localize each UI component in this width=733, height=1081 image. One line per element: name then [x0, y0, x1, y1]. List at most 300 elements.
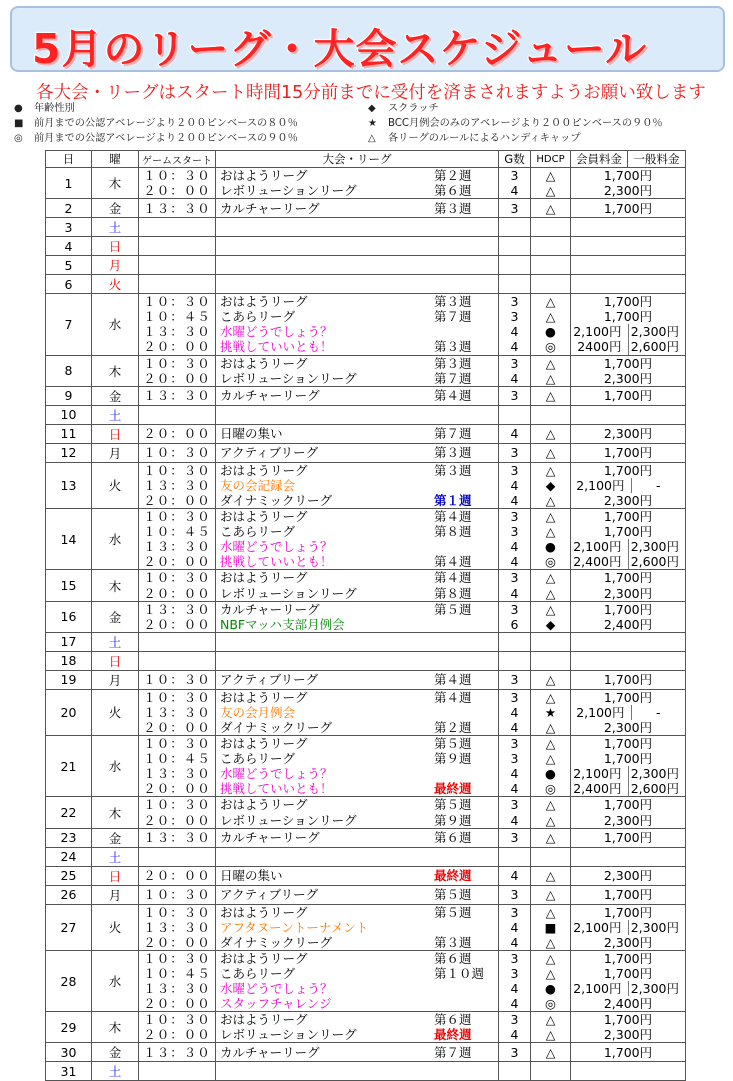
- event-name: おはようリーグ: [220, 950, 308, 966]
- event-entry: [216, 766, 498, 781]
- hdcp-symbol: ★: [544, 704, 557, 720]
- hdcp-symbol: ●: [545, 766, 556, 782]
- games-cell: [499, 275, 531, 294]
- day-cell: 25: [46, 866, 92, 885]
- start-time-cell: [139, 218, 216, 237]
- start-time: １０：３０: [143, 736, 211, 752]
- event-week: 第１週: [434, 492, 472, 508]
- triangle-icon: △: [368, 133, 376, 144]
- fee-line: [571, 294, 685, 309]
- game-count: 3: [510, 445, 519, 461]
- games-cell: [499, 1012, 531, 1043]
- event-entry: [216, 445, 498, 460]
- start-time-cell: [139, 275, 216, 294]
- start-time: ２０：００: [143, 370, 211, 386]
- games-cell: [499, 386, 531, 405]
- hdcp-symbol: ●: [545, 324, 556, 340]
- weekday-cell: 金: [92, 1043, 139, 1062]
- hdcp-symbol: △: [545, 830, 556, 846]
- start-time-cell: [139, 797, 216, 828]
- empty-line: [531, 850, 570, 864]
- fee-cell: [571, 1012, 686, 1043]
- start-time: １０：４５: [143, 966, 211, 981]
- hdcp-symbol: △: [545, 524, 556, 540]
- start-time: １０：３０: [143, 570, 211, 586]
- event-name: ダイナミックリーグ: [220, 719, 333, 735]
- fee-line: [571, 781, 685, 796]
- diamond-icon: ◆: [368, 103, 376, 114]
- start-time-cell: [139, 405, 216, 424]
- event-cell: [216, 355, 499, 386]
- fee-line: [571, 813, 685, 828]
- event-name: ダイナミックリーグ: [220, 934, 333, 950]
- weekday-cell: 月: [92, 885, 139, 904]
- start-time-cell: [139, 199, 216, 218]
- event-cell: [216, 736, 499, 797]
- empty-line: [531, 408, 570, 422]
- event-cell: [216, 797, 499, 828]
- fee-line: [571, 905, 685, 920]
- game-count: 3: [510, 601, 519, 617]
- start-time-cell: [139, 670, 216, 689]
- fee-value: 1,700円: [603, 462, 653, 478]
- fee-value: 2,400円: [603, 996, 653, 1012]
- start-time: ２０：００: [143, 868, 211, 884]
- game-count: 3: [510, 1012, 519, 1028]
- event-week: 第４週: [434, 554, 472, 570]
- event-week: 第４週: [434, 672, 472, 688]
- fee-line: [571, 201, 685, 216]
- start-time: １０：３０: [143, 797, 211, 813]
- empty-line: [571, 277, 685, 291]
- weekday-cell: 月: [92, 670, 139, 689]
- fee-value: 2,300円: [603, 370, 653, 386]
- games-cell: [499, 736, 531, 797]
- fee-value: 1,700円: [603, 570, 653, 586]
- event-cell: [216, 651, 499, 670]
- event-name: おはようリーグ: [220, 689, 308, 705]
- fee-line: [571, 493, 685, 508]
- event-name: アクティブリーグ: [220, 445, 319, 461]
- day-cell: 16: [46, 601, 92, 632]
- empty-line: [531, 258, 570, 272]
- fee-line: [571, 920, 685, 935]
- general-fee: 2,300円: [630, 766, 679, 782]
- start-time: ２０：００: [143, 616, 211, 632]
- start-time-cell: [139, 885, 216, 904]
- game-count: 3: [510, 570, 519, 586]
- table-row: [46, 866, 686, 885]
- games-cell: [499, 828, 531, 847]
- hdcp-symbol: ◎: [545, 339, 556, 355]
- games-cell: [499, 570, 531, 601]
- game-count: 4: [510, 492, 519, 508]
- member-fee: 2400円: [571, 339, 629, 354]
- start-time: ２０：００: [143, 426, 211, 442]
- weekday-cell: 水: [92, 294, 139, 355]
- fee-value: 1,700円: [603, 904, 653, 920]
- games-cell: [499, 509, 531, 570]
- event-cell: [216, 1062, 499, 1081]
- game-count: 4: [510, 426, 519, 442]
- game-count: 4: [510, 812, 519, 828]
- game-count: 3: [510, 168, 519, 183]
- start-time: １０：３０: [143, 445, 211, 461]
- game-count: 3: [510, 887, 519, 903]
- event-week: 第５週: [434, 887, 472, 903]
- start-time-cell: [139, 1062, 216, 1081]
- hdcp-cell: [531, 168, 571, 199]
- fee-line: [571, 951, 685, 966]
- day-cell: 24: [46, 847, 92, 866]
- fee-cell: [571, 1062, 686, 1081]
- fee-cell: [571, 866, 686, 885]
- event-name: ダイナミックリーグ: [220, 492, 333, 508]
- title-banner: [10, 6, 725, 72]
- event-cell: [216, 885, 499, 904]
- event-week: 第３週: [434, 355, 472, 371]
- fee-value: 1,700円: [603, 168, 653, 183]
- square-icon: ■: [14, 118, 24, 129]
- event-entry: [216, 813, 498, 828]
- weekday-cell: 火: [92, 275, 139, 294]
- table-header: [46, 151, 686, 168]
- schedule-body: [46, 168, 686, 1081]
- fee-cell: [571, 386, 686, 405]
- fee-value: 1,700円: [603, 200, 653, 216]
- fee-value: 2,300円: [603, 868, 653, 884]
- weekday-cell: 月: [92, 443, 139, 462]
- fee-cell: [571, 651, 686, 670]
- table-row: [46, 256, 686, 275]
- empty-line: [216, 1064, 498, 1078]
- table-row: [46, 570, 686, 601]
- event-week: 最終週: [434, 781, 472, 797]
- start-time: １０：４５: [143, 751, 211, 767]
- day-cell: 21: [46, 736, 92, 797]
- hdcp-cell: [531, 904, 571, 950]
- event-name: 挑戦していいとも！: [220, 781, 333, 797]
- game-count: 4: [510, 324, 519, 340]
- games-cell: [499, 601, 531, 632]
- day-cell: 26: [46, 885, 92, 904]
- event-cell: [216, 950, 499, 1011]
- event-cell: [216, 256, 499, 275]
- fee-value: 2,400円: [603, 616, 653, 632]
- event-name: おはようリーグ: [220, 797, 308, 813]
- game-count: 3: [510, 736, 519, 752]
- event-week: 第５週: [434, 797, 472, 813]
- game-count: 3: [510, 797, 519, 813]
- game-count: 4: [510, 477, 519, 493]
- start-time-cell: [139, 443, 216, 462]
- start-time-cell: [139, 736, 216, 797]
- event-entry: [216, 1012, 498, 1027]
- event-entry: [216, 201, 498, 216]
- hdcp-cell: [531, 424, 571, 443]
- start-time-cell: [139, 256, 216, 275]
- event-entry: [216, 935, 498, 950]
- fee-cell: [571, 601, 686, 632]
- hdcp-cell: [531, 199, 571, 218]
- start-time: １３：３０: [143, 919, 211, 935]
- hdcp-symbol: △: [545, 1044, 556, 1060]
- game-count: 4: [510, 183, 519, 199]
- hdcp-cell: [531, 237, 571, 256]
- empty-line: [139, 654, 215, 668]
- event-week: 第６週: [434, 1012, 472, 1028]
- fee-cell: [571, 632, 686, 651]
- weekday-cell: 水: [92, 509, 139, 570]
- member-fee: 2,400円: [571, 554, 629, 569]
- start-time: ２０：００: [143, 339, 211, 355]
- fee-value: 1,700円: [603, 294, 653, 310]
- games-cell: [499, 294, 531, 355]
- start-time: １３：３０: [143, 1044, 211, 1060]
- table-row: [46, 168, 686, 199]
- fee-line: [571, 1012, 685, 1027]
- table-row: [46, 199, 686, 218]
- legend-left: [14, 99, 298, 144]
- event-entry: [216, 887, 498, 902]
- weekday-cell: 日: [92, 424, 139, 443]
- fee-cell: [571, 797, 686, 828]
- event-name: アクティブリーグ: [220, 672, 319, 688]
- start-time: １０：３０: [143, 462, 211, 478]
- weekday-cell: 日: [92, 866, 139, 885]
- start-time-cell: [139, 386, 216, 405]
- hdcp-symbol: ◆: [545, 477, 556, 493]
- legend-item: ◆ スクラッチ: [368, 103, 439, 114]
- empty-line: [571, 258, 685, 272]
- event-entry: [216, 905, 498, 920]
- event-week: 第９週: [434, 751, 472, 767]
- fee-value: 2,300円: [603, 812, 653, 828]
- fee-line: [571, 996, 685, 1011]
- hdcp-symbol: △: [545, 355, 556, 371]
- fee-cell: [571, 509, 686, 570]
- day-cell: 5: [46, 256, 92, 275]
- header-games: G数: [499, 151, 531, 168]
- fee-value: 1,700円: [603, 830, 653, 846]
- event-cell: [216, 218, 499, 237]
- event-name: 友の会月例会: [220, 704, 296, 720]
- fee-value: 1,700円: [603, 736, 653, 752]
- fee-value: 1,700円: [603, 950, 653, 966]
- day-cell: 12: [46, 443, 92, 462]
- event-entry: [216, 996, 498, 1011]
- event-cell: [216, 847, 499, 866]
- fee-cell: [571, 570, 686, 601]
- event-name: レボリューションリーグ: [220, 370, 357, 386]
- event-cell: [216, 294, 499, 355]
- games-cell: [499, 651, 531, 670]
- start-time: １３：３０: [143, 324, 211, 340]
- games-cell: [499, 424, 531, 443]
- fee-cell: [571, 237, 686, 256]
- start-time: ２０：００: [143, 934, 211, 950]
- hdcp-cell: [531, 386, 571, 405]
- event-name: 挑戦していいとも！: [220, 339, 333, 355]
- fee-line: [571, 463, 685, 478]
- empty-line: [531, 1064, 570, 1078]
- event-entry: [216, 981, 498, 996]
- games-cell: [499, 355, 531, 386]
- event-name: NBFマッハ支部月例会: [220, 616, 345, 632]
- day-cell: 20: [46, 689, 92, 735]
- table-row: [46, 218, 686, 237]
- start-time: ２０：００: [143, 585, 211, 601]
- table-row: [46, 670, 686, 689]
- fee-value: 2,300円: [603, 426, 653, 442]
- weekday-cell: 土: [92, 405, 139, 424]
- table-row: [46, 1043, 686, 1062]
- empty-line: [571, 220, 685, 234]
- start-time: １０：３０: [143, 887, 211, 903]
- event-week: [434, 996, 492, 1011]
- legend-right: [368, 99, 663, 144]
- game-count: 4: [510, 781, 519, 797]
- game-count: 4: [510, 585, 519, 601]
- event-name: 日曜の集い: [220, 868, 283, 884]
- games-cell: [499, 797, 531, 828]
- hdcp-symbol: △: [545, 309, 556, 325]
- weekday-cell: 木: [92, 797, 139, 828]
- games-cell: [499, 237, 531, 256]
- start-time: １０：３０: [143, 672, 211, 688]
- empty-line: [139, 220, 215, 234]
- fee-value: 2,300円: [603, 183, 653, 199]
- event-entry: [216, 294, 498, 309]
- page-title: 5月のリーグ・大会スケジュール: [32, 25, 648, 73]
- event-name: 水曜どうでしょう？: [220, 539, 333, 555]
- event-entry: [216, 690, 498, 705]
- start-time-cell: [139, 424, 216, 443]
- game-count: 4: [510, 919, 519, 935]
- start-time: ２０：００: [143, 719, 211, 735]
- day-cell: 8: [46, 355, 92, 386]
- event-entry: [216, 797, 498, 812]
- event-name: 挑戦していいとも！: [220, 554, 333, 570]
- start-time: １３：３０: [143, 477, 211, 493]
- event-name: おはようリーグ: [220, 1012, 308, 1028]
- event-week: 第３週: [434, 445, 472, 461]
- event-name: アフタヌーントーナメント: [220, 919, 369, 935]
- fee-line: [571, 554, 685, 569]
- day-cell: 27: [46, 904, 92, 950]
- event-week: 第１０週: [434, 966, 485, 981]
- fee-line: [571, 586, 685, 601]
- empty-line: [571, 408, 685, 422]
- fee-line: [571, 981, 685, 996]
- weekday-cell: 火: [92, 904, 139, 950]
- header-member-fee: 会員料金: [571, 151, 628, 168]
- event-cell: [216, 386, 499, 405]
- event-week: 第７週: [434, 1044, 472, 1060]
- fee-line: [571, 183, 685, 198]
- table-row: [46, 828, 686, 847]
- fee-value: 1,700円: [603, 797, 653, 813]
- event-entry: [216, 426, 498, 441]
- table-row: [46, 462, 686, 508]
- day-cell: 6: [46, 275, 92, 294]
- start-time: １０：３０: [143, 294, 211, 310]
- fee-cell: [571, 885, 686, 904]
- start-time-cell: [139, 601, 216, 632]
- event-week: 第７週: [434, 426, 472, 442]
- event-week: [434, 981, 492, 996]
- start-time-cell: [139, 570, 216, 601]
- start-time: １０：３０: [143, 509, 211, 525]
- game-count: 3: [510, 200, 519, 216]
- member-fee: 2,100円: [571, 539, 629, 554]
- event-week: 第６週: [434, 830, 472, 846]
- games-cell: [499, 885, 531, 904]
- header-start: ゲームスタート: [139, 151, 216, 168]
- start-time: ２０：００: [143, 812, 211, 828]
- event-entry: [216, 388, 498, 403]
- hdcp-symbol: △: [545, 934, 556, 950]
- fee-value: 1,700円: [603, 355, 653, 371]
- empty-line: [216, 635, 498, 649]
- general-fee: 2,300円: [630, 539, 679, 555]
- empty-line: [531, 239, 570, 253]
- weekday-cell: 金: [92, 199, 139, 218]
- start-time: １３：３０: [143, 388, 211, 404]
- fee-line: [571, 478, 685, 493]
- fee-line: [571, 426, 685, 441]
- fee-value: 1,700円: [603, 445, 653, 461]
- start-time: ２０：００: [143, 996, 211, 1012]
- event-week: 第８週: [434, 585, 472, 601]
- event-entry: [216, 951, 498, 966]
- fee-line: [571, 935, 685, 950]
- game-count: 4: [510, 981, 519, 997]
- header-event: 大会・リーグ: [216, 151, 499, 168]
- general-fee: 2,300円: [630, 981, 679, 997]
- event-cell: [216, 462, 499, 508]
- start-time: １０：３０: [143, 355, 211, 371]
- table-row: [46, 689, 686, 735]
- hdcp-symbol: △: [545, 887, 556, 903]
- event-entry: [216, 602, 498, 617]
- hdcp-symbol: △: [545, 719, 556, 735]
- event-name: おはようリーグ: [220, 294, 308, 310]
- event-name: アクティブリーグ: [220, 887, 319, 903]
- fee-cell: [571, 1043, 686, 1062]
- start-time-cell: [139, 355, 216, 386]
- fee-line: [571, 751, 685, 766]
- event-week: 第３週: [434, 200, 472, 216]
- event-entry: [216, 966, 498, 981]
- fee-value: 1,700円: [603, 751, 653, 767]
- event-week: 第３週: [434, 462, 472, 478]
- hdcp-symbol: △: [545, 1027, 556, 1043]
- event-week: 第６週: [434, 950, 472, 966]
- fee-value: 1,700円: [603, 601, 653, 617]
- hdcp-symbol: △: [545, 183, 556, 199]
- general-fee: 2,600円: [630, 339, 679, 355]
- game-count: 3: [510, 1044, 519, 1060]
- general-fee: 2,300円: [630, 919, 679, 935]
- game-count: 3: [510, 950, 519, 966]
- game-count: 4: [510, 719, 519, 735]
- fee-value: 1,700円: [603, 689, 653, 705]
- hdcp-cell: [531, 950, 571, 1011]
- event-cell: [216, 199, 499, 218]
- table-row: [46, 601, 686, 632]
- hdcp-symbol: ■: [544, 919, 557, 935]
